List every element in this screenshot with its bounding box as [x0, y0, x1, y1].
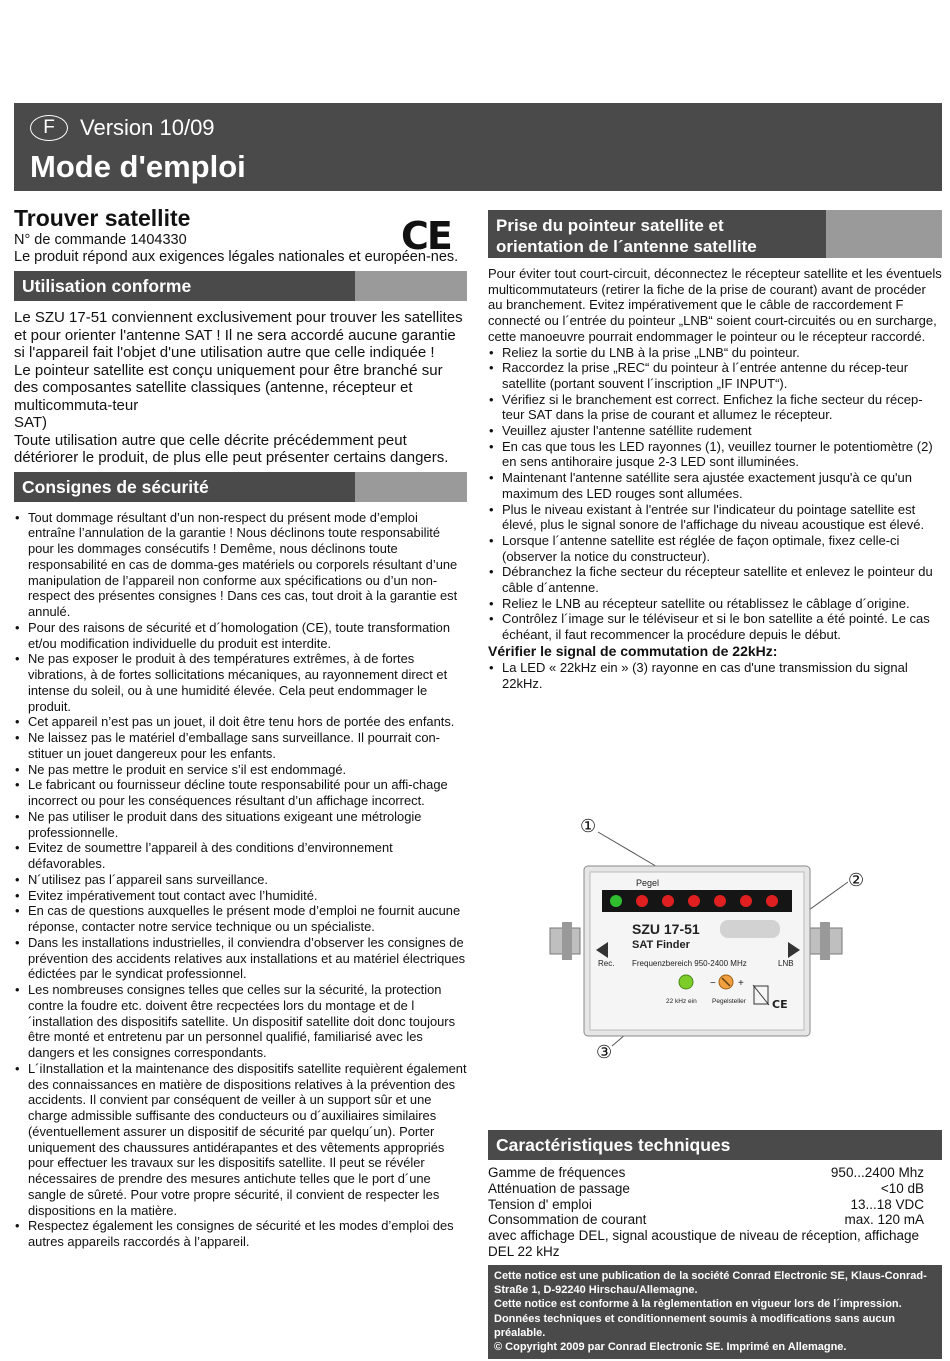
version-line — [30, 115, 215, 141]
list-item: • Tout dommage résultant d’un non-respect du présent mode d’emploi entraîne l’annulation de la garantie ! Nous déclinons toute responsabilité pour les dommages consécutifs ! Demême, nous déclinons toute responsabilité en cas de domma-ges matériels ou corporels résultant d’une manipulation de l’appareil non conforme aux spécifications ou d’un non-respect des présentes consignes ! Dans ces cas, tout droit à la garantie est annulé. — [14, 510, 467, 620]
compliance-text: Le produit répond aux exigences légales nationales et européen-nes. — [14, 248, 459, 265]
spec-row — [488, 1181, 942, 1197]
led-red — [636, 895, 648, 907]
utilisation-body — [14, 309, 467, 467]
section-prise-title-2: orientation de l´antenne satellite — [496, 237, 757, 256]
list-item: • En cas de questions auxquelles le présent mode d’emploi ne fournit aucune réponse, contacter notre service technique ou un spécialiste. — [14, 903, 467, 935]
list-item: • Contrôlez l´image sur le téléviseur et si le bon satellite a été pointé. Le cas échéant, il faut recommencer la procédure depuis le début. — [488, 611, 942, 642]
list-item: • Respectez également les consignes de sécurité et les modes d’emploi des autres appareils raccordés à l’appareil. — [14, 1218, 467, 1250]
list-item: • Ne pas exposer le produit à des températures extrêmes, à de fortes vibrations, à de fortes sollicitations mécaniques, au rayonnement direct et intense du soleil, ou à une humidité élevée. Cela peut endommager le produit. — [14, 651, 467, 714]
rec-label: Rec. — [598, 959, 615, 968]
led-22khz — [679, 975, 693, 989]
list-item: • Evitez impérativement tout contact avec l’humidité. — [14, 888, 467, 904]
left-column — [14, 204, 467, 1250]
spec-label: Gamme de fréquences — [488, 1165, 626, 1180]
spec-row — [488, 1165, 942, 1181]
lnb-label: LNB — [778, 959, 794, 968]
callout-3: ③ — [596, 1042, 613, 1063]
list-item: • En cas que tous les LED rayonnes (1), veuillez tourner le potentiomètre (2) en sens antihoraire jusque 2-3 LED sont illuminées. — [488, 439, 942, 470]
footer-line: Cette notice est une publication de la société Conrad Electronic SE, Klaus-Conrad-Straße 1, D-92240 Hirschau/Allemagne. — [494, 1269, 927, 1297]
section-tech-header — [488, 1130, 942, 1160]
rec-connector-nut — [562, 922, 572, 960]
list-item: • Dans les installations industrielles, il conviendra d’observer les consignes de prévention des accidents relatives aux installations et au matériel électriques édictées par le syndicat professionnel. — [14, 935, 467, 982]
list-item: • Veuillez ajuster l'antenne satéllite rudement — [488, 423, 942, 439]
list-item: • Cet appareil n’est pas un jouet, il doit être tenu hors de portée des enfants. — [14, 714, 467, 730]
section-utilisation-title: Utilisation conforme — [22, 276, 192, 296]
led-red — [688, 895, 700, 907]
list-item: • Les nombreuses consignes telles que celles sur la sécurité, la protection contre la foudre etc. doivent être recpectées lors du montage et de l´installation des dispositifs satellite. Un dispositif satellite doit donc toujours être monté et entretenu par un personnel qualifié, familiarisé avec les dangers et les consignes correspondants. — [14, 982, 467, 1061]
product-title: Trouver satellite — [14, 205, 191, 231]
spec-value: 13...18 VDC — [850, 1196, 924, 1212]
sat-finder-label: SAT Finder — [632, 939, 690, 951]
paragraph: SAT) — [14, 414, 48, 431]
tech-section — [488, 1130, 942, 1359]
spec-note: avec affichage DEL, signal acoustique de niveau de réception, affichage DEL 22 kHz — [488, 1228, 920, 1259]
footer-line: Cette notice est conforme à la règlementation en vigueur lors de l´impression. Données techniques et conditionnement soumis à modifications sans aucun préalable. — [494, 1298, 902, 1339]
model-label: SZU 17-51 — [632, 921, 700, 937]
lnb-connector-nut — [820, 922, 830, 960]
list-item: • Le fabricant ou fournisseur décline toute responsabilité pour un affi-chage incorrect ou pour les conséquences résultant d’un affichage incorrect. — [14, 777, 467, 809]
header-banner — [14, 103, 942, 191]
spec-label: Tension d' emploi — [488, 1196, 592, 1212]
section-tech-title: Caractéristiques techniques — [496, 1135, 731, 1155]
section-prise-header — [488, 210, 942, 258]
page-title: Mode d'emploi — [30, 149, 246, 184]
ce-mark: CE — [401, 214, 451, 258]
spec-label: Consommation de courant — [488, 1212, 647, 1228]
spec-table — [488, 1165, 942, 1260]
footer-line: © Copyright 2009 par Conrad Electronic SE. Imprimé en Allemagne. — [494, 1341, 847, 1354]
plus-sign-icon: + — [738, 978, 744, 989]
list-item: • La LED « 22kHz ein » (3) rayonne en cas d'une transmission du signal 22kHz. — [488, 660, 942, 691]
list-item: • Plus le niveau existant à l'entrée sur l'indicateur du pointage satellite est élevé, plus le signal sonore de l'affichage du niveau acoustique est élevé. — [488, 502, 942, 533]
prise-list — [488, 345, 942, 643]
list-item: • L´iInstallation et la maintenance des dispositifs satellite requièrent également des connaissances en matière de dispositions relatives à la prévention des accidents. Il convient par conséquent de veiller à un support sûr et une charge admissible suffisante des conducteurs ou d´auxiliaires similaires (éventuellement assurer un dispositif de sécurité par quelqu´un). Porter uniquement des chaussures antidérapantes et des vêtements appropriés pour effectuer les travaux sur les dispositifs satellite. Il peut se révéler nécessaires de prendre des mesures antichute telles que le port d´une sangle de sûreté. Pour votre propre sécurité, il convient de respecter les dispositions en la matière. — [14, 1061, 467, 1219]
callout-2: ② — [848, 870, 865, 891]
list-item: • Reliez le LNB au récepteur satellite ou rétablissez le câblage d´origine. — [488, 596, 942, 612]
masked-area — [720, 920, 780, 938]
list-item: • Ne laissez pas le matériel d’emballage sans surveillance. Il pourrait con-stituer un jouet dangereux pour les enfants. — [14, 730, 467, 762]
paragraph: Toute utilisation autre que celle décrite précédemment peut détériorer le produit, de plus elle peut présenter certains dangers. — [14, 431, 449, 466]
callout-1: ① — [580, 816, 597, 837]
section-prise-title-1: Prise du pointeur satellite et — [496, 216, 724, 235]
paragraph: Le pointeur satellite est conçu uniquement pour être branché sur des composantes satellite classiques (antenne, récepteur et multicommuta-teur — [14, 361, 443, 414]
led-red — [714, 895, 726, 907]
list-item: • Vérifiez si le branchement est correct. Enfichez la fiche secteur du récep-teur SAT dans la prise de courant et allumez le récepteur. — [488, 392, 942, 423]
spec-value: <10 dB — [880, 1180, 924, 1196]
prise-intro: Pour éviter tout court-circuit, déconnectez le récepteur satellite et les éventuels multicommutateurs (retirer la fiche de la prise de courant) avant de procéder au branchement. Evitez impérativement que le câble de raccordement F connecté ou l´entrée du pointeur „LNB“ soient court-circuités ou en surcharge, cette manoeuvre pourrait endommager le pointeur ou le récepteur raccordé. — [488, 266, 942, 344]
list-item: • Lorsque l´antenne satellite est réglée de façon optimale, fixez celle-ci (observer la notice du constructeur). — [488, 533, 942, 564]
list-item: • Reliez la sortie du LNB à la prise „LNB“ du pointeur. — [488, 345, 942, 361]
led-red — [766, 895, 778, 907]
spec-value: 950...2400 Mhz — [830, 1165, 924, 1180]
section-consignes-title: Consignes de sécurité — [22, 476, 209, 497]
spec-value: max. 120 mA — [844, 1212, 924, 1228]
section-bar-tail — [355, 472, 467, 502]
led-22khz-label: 22 kHz ein — [666, 998, 697, 1005]
freq-label: Frequenzbereich 950-2400 MHz — [632, 959, 747, 968]
sub-list — [488, 660, 942, 691]
pegel-label: Pegel — [636, 878, 660, 888]
paragraph: Le SZU 17-51 conviennent exclusivement pour trouver les satellites et pour orienter l'antenne SAT ! Il ne sera accordé aucune garantie si l'appareil fait l'objet d'une utilisation autre que celle indiquée ! — [14, 309, 463, 361]
led-red — [740, 895, 752, 907]
spec-label: Atténuation de passage — [488, 1180, 630, 1196]
list-item: • N´utilisez pas l´appareil sans surveillance. — [14, 872, 467, 888]
device-ce-mark: CE — [772, 998, 788, 1011]
led-green — [610, 895, 622, 907]
version-text: Version 10/09 — [80, 115, 215, 140]
led-red — [662, 895, 674, 907]
device-illustration — [540, 810, 880, 1070]
device-drawing — [540, 810, 880, 1070]
minus-sign-icon: − — [710, 978, 716, 989]
list-item: • Pour des raisons de sécurité et d´homologation (CE), toute transformation et/ou modification individuelle du produit est interdite. — [14, 620, 467, 652]
list-item: • Raccordez la prise „REC“ du pointeur à l´entrée antenne du récep-teur satellite (portant souvent l´inscription „IF INPUT“). — [488, 360, 942, 391]
subhead-22khz: Vérifier le signal de commutation de 22kHz: — [488, 642, 778, 659]
consignes-list — [14, 510, 467, 1250]
list-item: • Ne pas mettre le produit en service s’il est endommagé. — [14, 762, 467, 778]
spec-row — [488, 1197, 942, 1213]
order-number: N° de commande 1404330 — [14, 232, 187, 248]
spec-row — [488, 1212, 942, 1228]
section-utilisation-header — [14, 271, 467, 301]
list-item: • Débranchez la fiche secteur du récepteur satellite et enlevez le pointeur du câble d´antenne. — [488, 564, 942, 595]
publisher-footer — [488, 1265, 942, 1359]
section-bar-tail — [355, 271, 467, 301]
language-badge: F — [30, 115, 68, 141]
list-item: • Evitez de soumettre l’appareil à des conditions d’environnement défavorables. — [14, 840, 467, 872]
list-item: • Ne pas utiliser le produit dans des situations exigeant une métrologie professionnelle. — [14, 809, 467, 841]
section-consignes-header — [14, 472, 467, 502]
pot-label: Pegelsteller — [712, 998, 746, 1005]
right-column — [488, 210, 942, 691]
list-item: • Maintenant l'antenne satéllite sera ajustée exactement jusqu'à ce qu'un maximum des LED rouges sont allumées. — [488, 470, 942, 501]
